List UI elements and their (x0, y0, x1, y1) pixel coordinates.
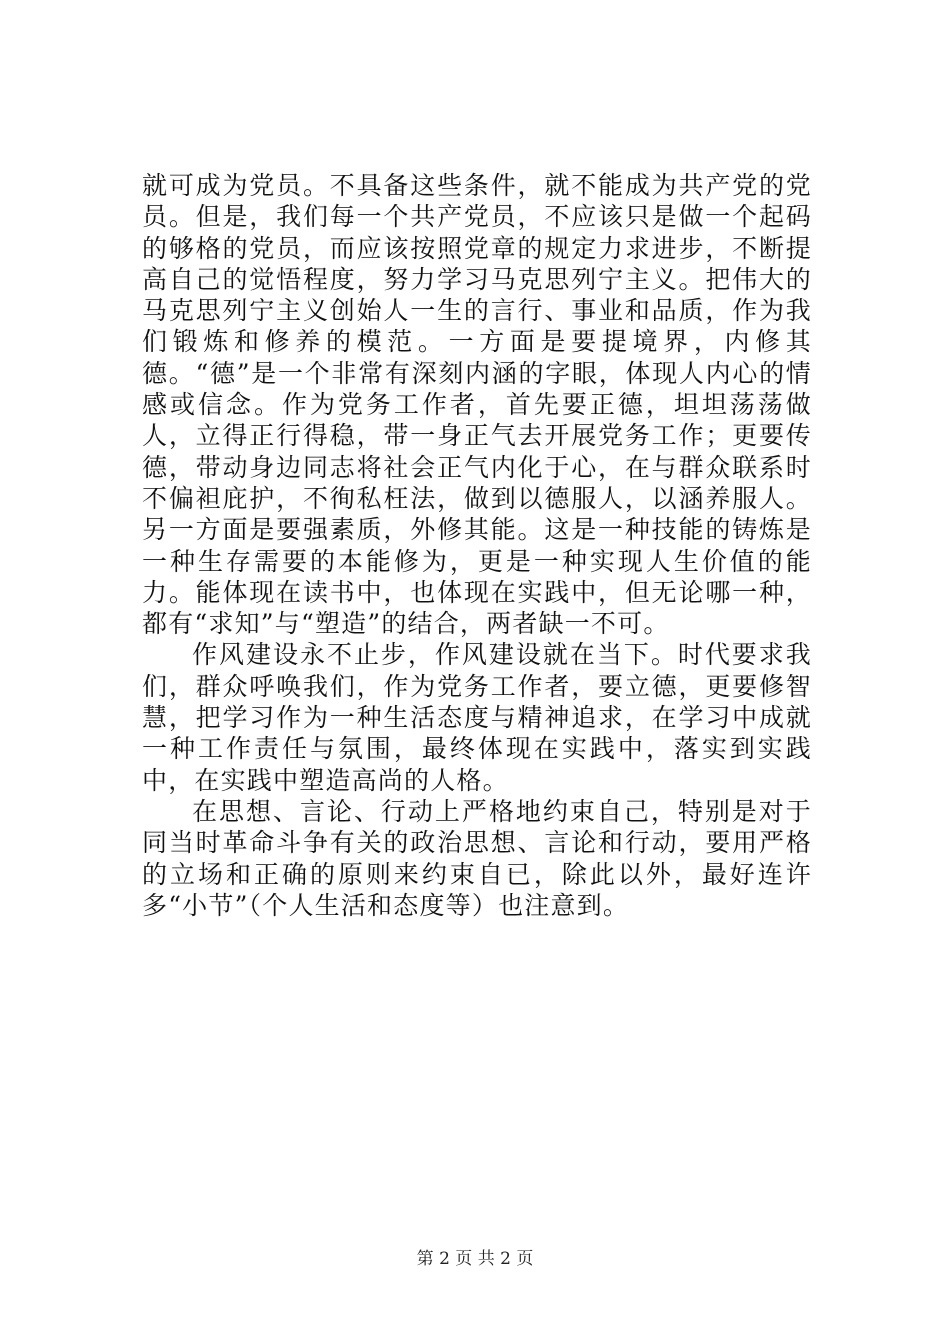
paragraph-continuation: 就可成为党员。不具备这些条件，就不能成为共产党的党员。但是，我们每一个共产党员，不应该只是做一个起码的够格的党员，而应该按照党章的规定力求进步，不断提高自己的觉悟程度，努力学习马克思列宁主义。把伟大的马克思列宁主义创始人一生的言行、事业和品质，作为我们锻炼和修养的模范。一方面是要提境界，内修其德。“德”是一个非常有深刻内涵的字眼，体现人内心的情感或信念。作为党务工作者，首先要正德，坦坦荡荡做人，立得正行得稳，带一身正气去开展党务工作；更要传德，带动身边同志将社会正气内化于心，在与群众联系时不偏袒庇护，不徇私枉法，做到以德服人，以涵养服人。另一方面是要强素质，外修其能。这是一种技能的铸炼是一种生存需要的本能修为，更是一种实现人生价值的能力。能体现在读书中，也体现在实践中，但无论哪一种，都有“求知”与“塑造”的结合，两者缺一不可。 (142, 171, 812, 639)
paragraph-work-style: 作风建设永不止步，作风建设就在当下。时代要求我们，群众呼唤我们，作为党务工作者，要立德，更要修智慧，把学习作为一种生活态度与精神追求，在学习中成就一种工作责任与氛围，最终体现在实践中，落实到实践中，在实践中塑造高尚的人格。 (142, 640, 812, 795)
document-body (142, 170, 812, 921)
page-number-footer: 第 2 页 共 2 页 (416, 1249, 534, 1269)
paragraph-self-discipline: 在思想、言论、行动上严格地约束自己，特别是对于同当时革命斗争有关的政治思想、言论和行动，要用严格的立场和正确的原则来约束自已，除此以外，最好连许多“小节”（个人生活和态度等）也注意到。 (142, 796, 812, 920)
